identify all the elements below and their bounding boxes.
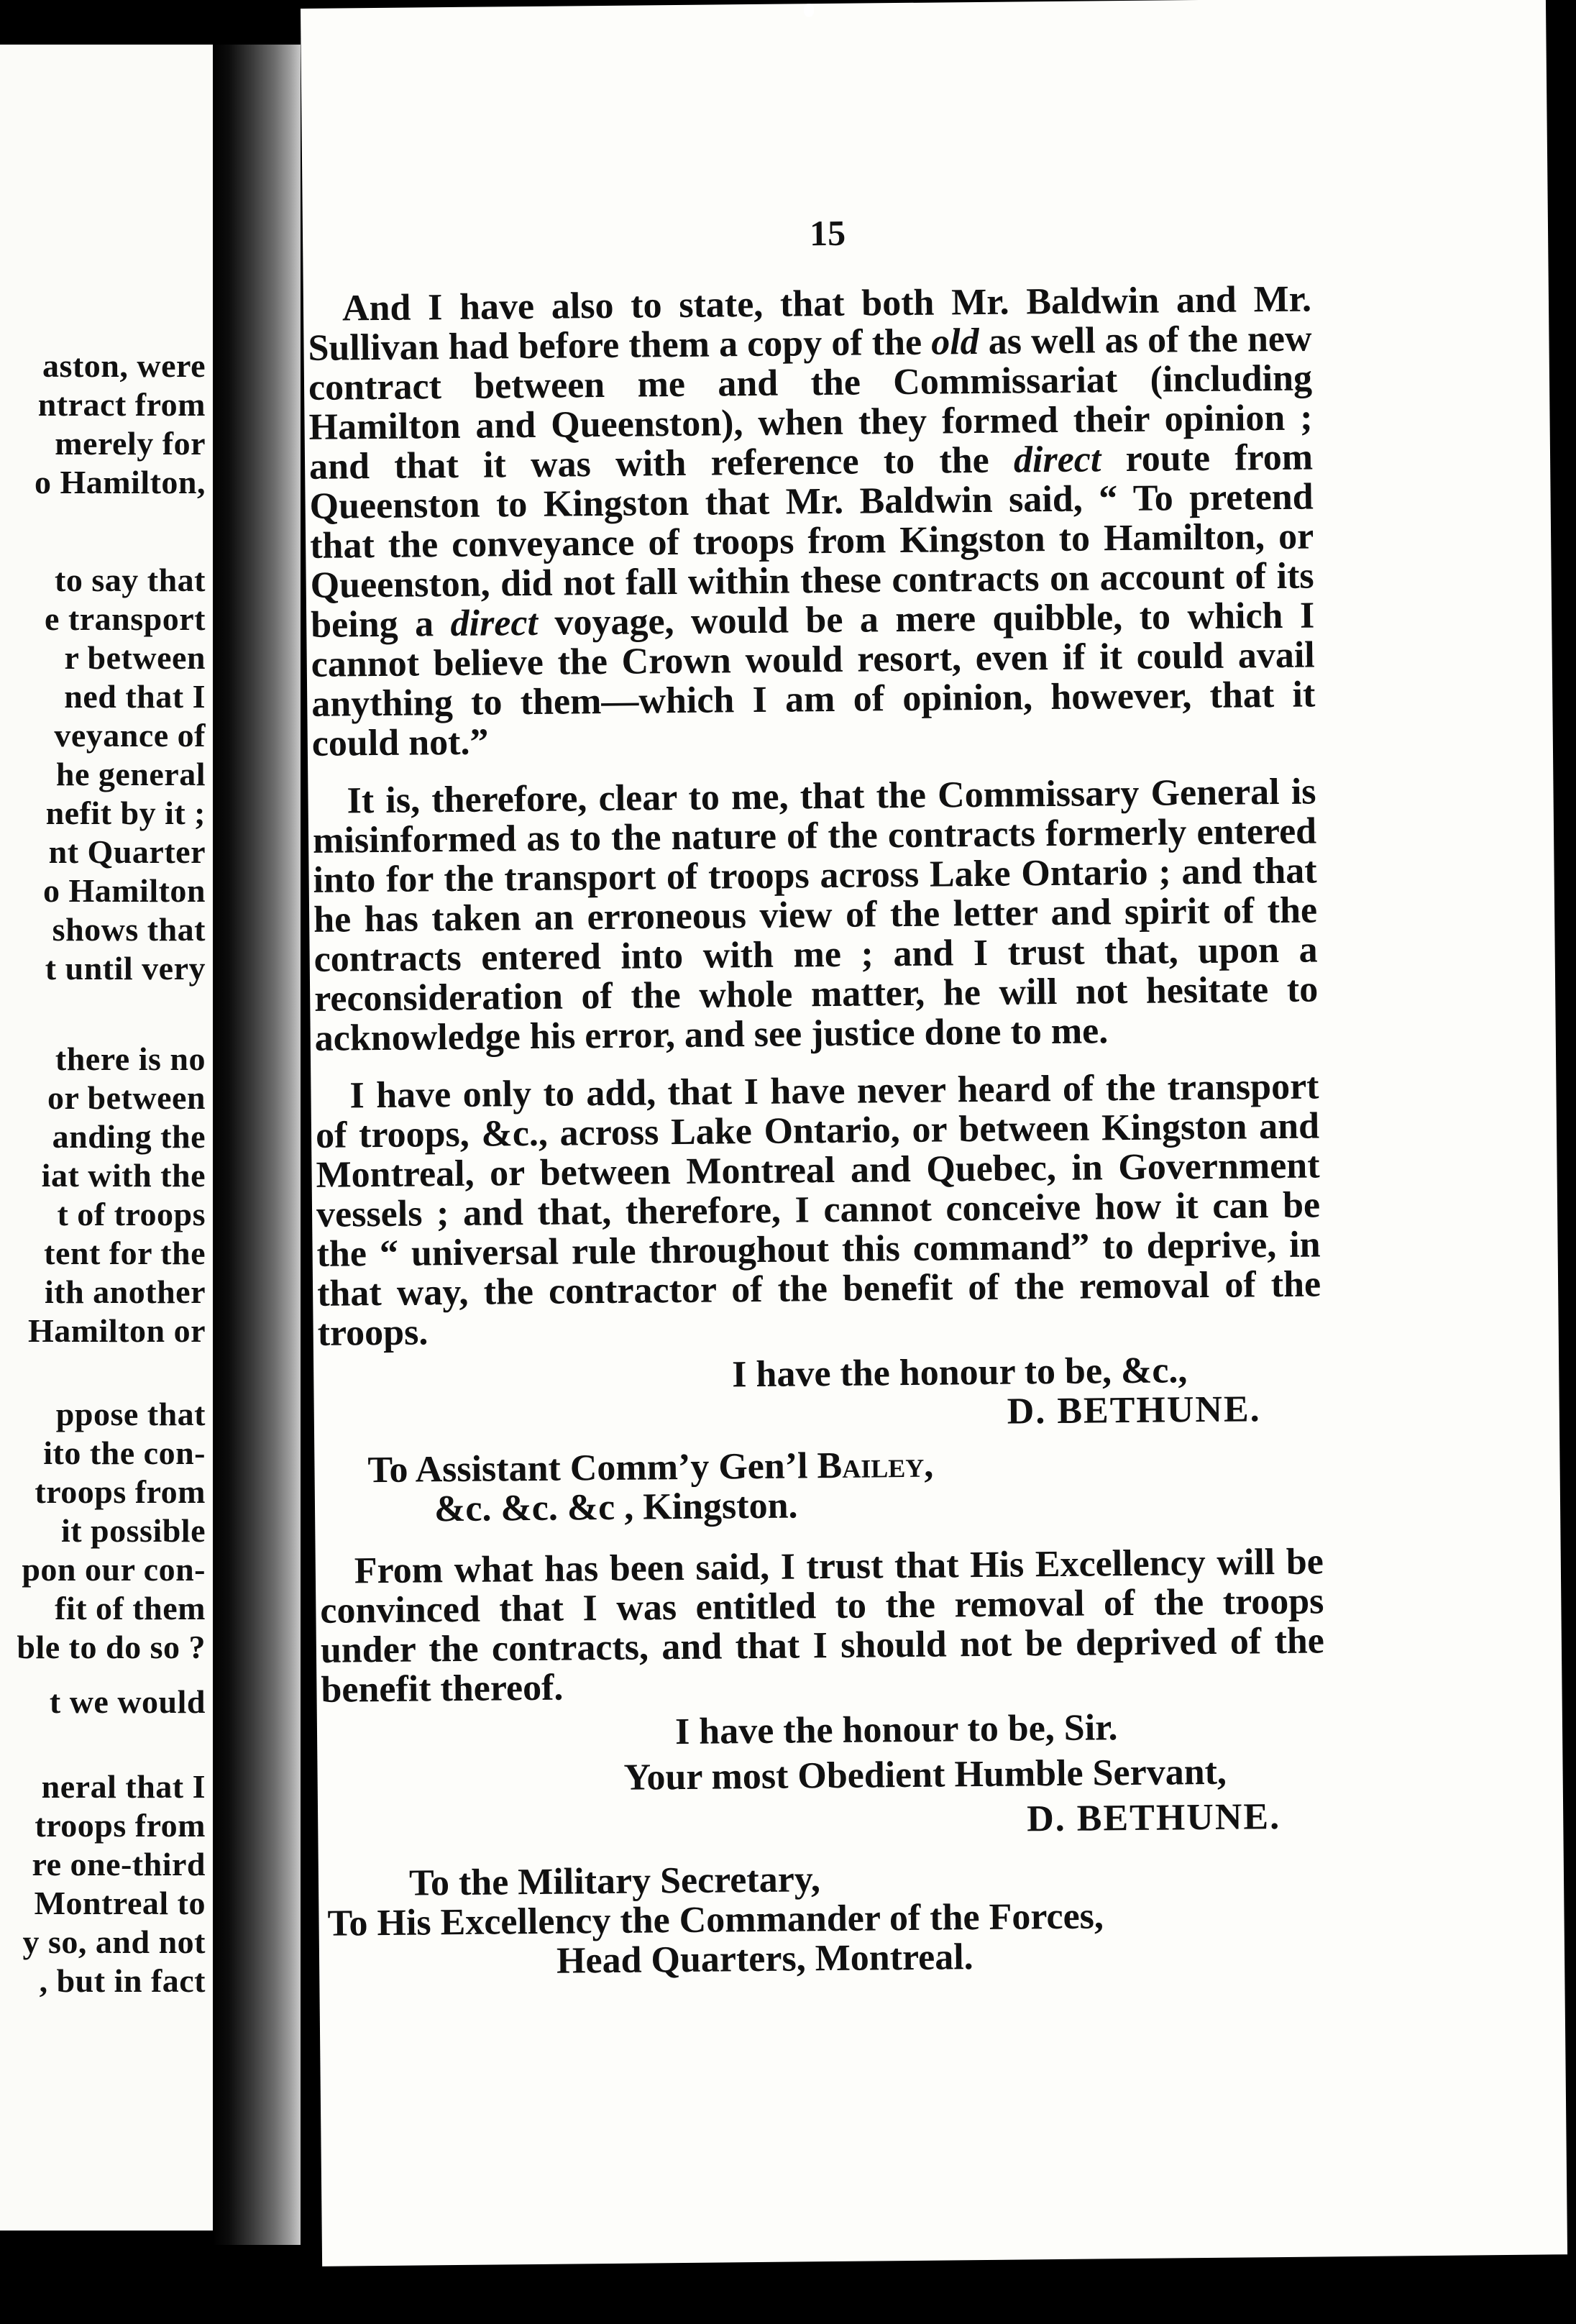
facing-page-line: shows that: [52, 911, 206, 948]
facing-page-line: to say that: [55, 562, 206, 598]
page-number: 15: [809, 212, 846, 254]
facing-page-line: pon our con-: [22, 1551, 206, 1588]
italic-old: old: [930, 321, 979, 363]
facing-page-line: troops from: [35, 1807, 206, 1844]
facing-page-line: neral that I: [41, 1768, 206, 1805]
paragraph-2: It is, therefore, clear to me, that the Commissary General is misinformed as to the nature of the contracts formerly entered into for the transport of troops across Lake Ontario ; and that he has taken an erroneous view of the letter and spirit of the contracts entered into with me ; and I trust that, upon a reconsideration of the whole matter, he will not hesitate to acknowledge his error, and see justice done to me.: [312, 771, 1319, 1059]
facing-page-line: t until very: [45, 950, 206, 987]
facing-page-line: re one-third: [32, 1846, 206, 1882]
ink-speck: [804, 4, 814, 17]
facing-page-line: , but in fact: [39, 1962, 206, 1999]
address-2-line-1: To the Military Secretary,: [408, 1859, 821, 1904]
book-gutter-shadow: [213, 45, 301, 2245]
facing-page-line: r between: [64, 639, 206, 676]
facing-page-line: ith another: [45, 1273, 206, 1310]
facing-page-line: ble to do so ?: [17, 1629, 206, 1665]
facing-page-line: veyance of: [54, 717, 206, 754]
facing-page-line: he general: [55, 756, 206, 792]
facing-page-line: ntract from: [37, 386, 206, 423]
paragraph-3: I have only to add, that I have never heard of the transport of troops, &c., across Lake Ontario, or between Kingston and Montreal, or between Montreal and Quebec, in Government vessels ; and that, therefore, I cannot conceive how it can be the “ universal rule throughout this command” to deprive, in that way, the contractor of the benefit of the removal of the troops.: [315, 1066, 1321, 1354]
facing-page-line: ppose that: [55, 1396, 206, 1432]
facing-page-line: merely for: [55, 425, 206, 462]
signature-2: D. BETHUNE.: [1026, 1796, 1281, 1840]
paragraph-4: From what has been said, I trust that His Excellency will be convinced that I was entitled to the removal of the troops under the contracts, and that I should not be deprived of the benefit thereof.: [320, 1541, 1325, 1711]
paragraph-1-part-3: route from Queenston to Kingston that Mr. Baldwin said, “ To pretend that the conveyance of troops from Kingston to Hamilton, or Queenston, did not fall within these contracts on account of its being a: [309, 436, 1314, 646]
paragraph-1-part-2: as well as of the new contract between me and the Commissariat (including Hamilton and Queenston), when they formed their opinion ; and that it was with reference to the: [308, 318, 1313, 488]
address-2-line-3: Head Quarters, Montreal.: [556, 1936, 973, 1982]
facing-page-line: t of troops: [57, 1196, 206, 1232]
closing-line-3: Your most Obedient Humble Servant,: [623, 1751, 1227, 1798]
closing-line-1: I have the honour to be, &c.,: [731, 1350, 1188, 1396]
facing-page-line: o Hamilton: [42, 872, 206, 909]
address-1-line-2: &c. &c. &c , Kingston.: [434, 1485, 798, 1530]
body-text: [308, 280, 1328, 1983]
paragraph-1: [308, 280, 1316, 764]
facing-page-line: ito the con-: [43, 1435, 206, 1471]
italic-direct-2: direct: [450, 602, 539, 645]
paragraph-1-part-1: And I have also to state, that both Mr. Baldwin and Mr. Sullivan had before them a copy of the: [308, 278, 1312, 369]
facing-page-line: y so, and not: [22, 1923, 206, 1960]
facing-page-line: troops from: [35, 1473, 206, 1510]
facing-page-line: o Hamilton,: [34, 464, 206, 500]
address-1-name: Bailey,: [817, 1444, 934, 1487]
facing-page-line: tent for the: [44, 1235, 206, 1271]
facing-page-line: nefit by it ;: [45, 795, 206, 831]
facing-page-line: Montreal to: [34, 1885, 206, 1921]
italic-direct-1: direct: [1013, 439, 1101, 481]
facing-page-line: e transport: [45, 600, 206, 637]
facing-page-line: nt Quarter: [48, 833, 206, 870]
closing-line-2: I have the honour to be, Sir.: [674, 1707, 1118, 1753]
facing-page-line: there is no: [55, 1040, 206, 1077]
paragraph-1-part-4: voyage, would be a mere quibble, to which I cannot believe the Crown would resort, even if it could avail anything to them—which I am of opinion, however, that it could not.”: [311, 595, 1316, 764]
facing-page-line: or between: [47, 1079, 206, 1116]
facing-page-left: [0, 45, 216, 2231]
address-1-prefix: To Assistant Comm’y Gen’l: [367, 1445, 817, 1491]
facing-page-line: anding the: [52, 1118, 206, 1155]
facing-page-line: ned that I: [64, 678, 206, 715]
address-2-line-2: To His Excellency the Commander of the Forces,: [327, 1895, 1104, 1944]
facing-page-line: t we would: [49, 1683, 206, 1720]
facing-page-line: it possible: [60, 1512, 206, 1549]
facing-page-line: Hamilton or: [28, 1312, 206, 1349]
facing-page-line: iat with the: [41, 1157, 206, 1194]
page-right: [301, 0, 1567, 2266]
facing-page-line: aston, were: [42, 347, 206, 384]
facing-page-line: fit of them: [55, 1590, 206, 1627]
signature-1: D. BETHUNE.: [1007, 1389, 1261, 1432]
